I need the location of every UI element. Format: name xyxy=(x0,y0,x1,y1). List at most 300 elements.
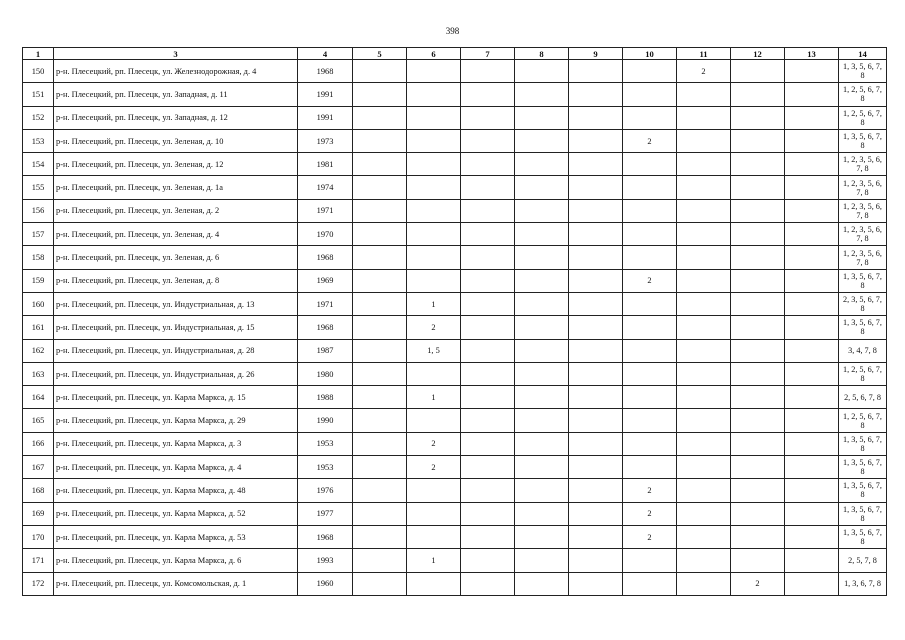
value-cell-col-7 xyxy=(461,432,515,455)
value-cell-col-9 xyxy=(569,176,623,199)
value-cell-col-12 xyxy=(731,479,785,502)
address-cell: р-н. Плесецкий, рп. Плесецк, ул. Зеленая, д. 2 xyxy=(54,199,298,222)
value-cell-col-12 xyxy=(731,269,785,292)
address-cell: р-н. Плесецкий, рп. Плесецк, ул. Комсомольская, д. 1 xyxy=(54,572,298,595)
row-number-cell: 150 xyxy=(23,60,54,83)
value-cell-col-12 xyxy=(731,362,785,385)
row-number-cell: 168 xyxy=(23,479,54,502)
value-cell-col-9 xyxy=(569,549,623,572)
value-cell-col-13 xyxy=(785,339,839,362)
value-cell-col-12 xyxy=(731,316,785,339)
row-number-cell: 160 xyxy=(23,292,54,315)
value-cell-col-13 xyxy=(785,153,839,176)
address-cell: р-н. Плесецкий, рп. Плесецк, ул. Индустриальная, д. 28 xyxy=(54,339,298,362)
value-cell-col-13 xyxy=(785,362,839,385)
value-cell-col-5 xyxy=(353,199,407,222)
value-cell-col-10 xyxy=(623,223,677,246)
row-number-cell: 161 xyxy=(23,316,54,339)
code-list-cell: 1, 2, 5, 6, 7, 8 xyxy=(839,83,887,106)
value-cell-col-7 xyxy=(461,386,515,409)
value-cell-col-11 xyxy=(677,129,731,152)
value-cell-col-9 xyxy=(569,456,623,479)
value-cell-col-9 xyxy=(569,199,623,222)
value-cell-col-13 xyxy=(785,106,839,129)
code-list-cell: 1, 3, 5, 6, 7, 8 xyxy=(839,129,887,152)
value-cell-col-10: 2 xyxy=(623,269,677,292)
address-cell: р-н. Плесецкий, рп. Плесецк, ул. Зеленая, д. 6 xyxy=(54,246,298,269)
value-cell-col-9 xyxy=(569,525,623,548)
value-cell-col-10 xyxy=(623,409,677,432)
value-cell-col-10: 2 xyxy=(623,502,677,525)
value-cell-col-6 xyxy=(407,246,461,269)
year-cell: 1953 xyxy=(298,456,353,479)
value-cell-col-5 xyxy=(353,246,407,269)
value-cell-col-10 xyxy=(623,153,677,176)
value-cell-col-6 xyxy=(407,362,461,385)
year-cell: 1976 xyxy=(298,479,353,502)
year-cell: 1953 xyxy=(298,432,353,455)
value-cell-col-9 xyxy=(569,432,623,455)
value-cell-col-10 xyxy=(623,549,677,572)
table-row xyxy=(23,479,887,502)
value-cell-col-12 xyxy=(731,525,785,548)
table-row xyxy=(23,316,887,339)
row-number-cell: 157 xyxy=(23,223,54,246)
value-cell-col-10 xyxy=(623,572,677,595)
year-cell: 1993 xyxy=(298,549,353,572)
value-cell-col-10: 2 xyxy=(623,129,677,152)
year-cell: 1968 xyxy=(298,60,353,83)
value-cell-col-8 xyxy=(515,479,569,502)
code-list-cell: 1, 2, 3, 5, 6, 7, 8 xyxy=(839,223,887,246)
year-cell: 1990 xyxy=(298,409,353,432)
column-header-5: 5 xyxy=(353,48,407,60)
value-cell-col-9 xyxy=(569,153,623,176)
value-cell-col-12 xyxy=(731,129,785,152)
table-row xyxy=(23,246,887,269)
address-cell: р-н. Плесецкий, рп. Плесецк, ул. Карла Маркса, д. 4 xyxy=(54,456,298,479)
value-cell-col-7 xyxy=(461,572,515,595)
table-row xyxy=(23,525,887,548)
table-row xyxy=(23,176,887,199)
code-list-cell: 1, 3, 5, 6, 7, 8 xyxy=(839,269,887,292)
value-cell-col-9 xyxy=(569,572,623,595)
value-cell-col-8 xyxy=(515,83,569,106)
row-number-cell: 169 xyxy=(23,502,54,525)
value-cell-col-7 xyxy=(461,223,515,246)
year-cell: 1974 xyxy=(298,176,353,199)
value-cell-col-8 xyxy=(515,269,569,292)
value-cell-col-13 xyxy=(785,409,839,432)
value-cell-col-9 xyxy=(569,269,623,292)
value-cell-col-10 xyxy=(623,292,677,315)
value-cell-col-5 xyxy=(353,362,407,385)
value-cell-col-7 xyxy=(461,153,515,176)
value-cell-col-11 xyxy=(677,83,731,106)
value-cell-col-5 xyxy=(353,432,407,455)
table-row xyxy=(23,339,887,362)
value-cell-col-8 xyxy=(515,129,569,152)
value-cell-col-11 xyxy=(677,106,731,129)
code-list-cell: 1, 3, 6, 7, 8 xyxy=(839,572,887,595)
value-cell-col-10 xyxy=(623,386,677,409)
address-cell: р-н. Плесецкий, рп. Плесецк, ул. Карла Маркса, д. 6 xyxy=(54,549,298,572)
value-cell-col-13 xyxy=(785,502,839,525)
value-cell-col-9 xyxy=(569,502,623,525)
value-cell-col-10 xyxy=(623,246,677,269)
value-cell-col-7 xyxy=(461,60,515,83)
value-cell-col-8 xyxy=(515,60,569,83)
table-row xyxy=(23,106,887,129)
value-cell-col-13 xyxy=(785,479,839,502)
value-cell-col-13 xyxy=(785,456,839,479)
address-cell: р-н. Плесецкий, рп. Плесецк, ул. Карла Маркса, д. 48 xyxy=(54,479,298,502)
value-cell-col-11 xyxy=(677,432,731,455)
value-cell-col-10 xyxy=(623,199,677,222)
value-cell-col-5 xyxy=(353,106,407,129)
table-row xyxy=(23,549,887,572)
address-cell: р-н. Плесецкий, рп. Плесецк, ул. Зеленая, д. 8 xyxy=(54,269,298,292)
row-number-cell: 162 xyxy=(23,339,54,362)
year-cell: 1971 xyxy=(298,292,353,315)
value-cell-col-11 xyxy=(677,269,731,292)
value-cell-col-5 xyxy=(353,292,407,315)
code-list-cell: 2, 5, 6, 7, 8 xyxy=(839,386,887,409)
value-cell-col-6 xyxy=(407,409,461,432)
code-list-cell: 1, 3, 5, 6, 7, 8 xyxy=(839,316,887,339)
column-header-11: 11 xyxy=(677,48,731,60)
value-cell-col-13 xyxy=(785,292,839,315)
buildings-table xyxy=(22,47,887,596)
code-list-cell: 1, 2, 3, 5, 6, 7, 8 xyxy=(839,176,887,199)
row-number-cell: 167 xyxy=(23,456,54,479)
table-row xyxy=(23,456,887,479)
value-cell-col-7 xyxy=(461,292,515,315)
value-cell-col-8 xyxy=(515,223,569,246)
value-cell-col-6 xyxy=(407,176,461,199)
code-list-cell: 2, 3, 5, 6, 7, 8 xyxy=(839,292,887,315)
value-cell-col-12: 2 xyxy=(731,572,785,595)
value-cell-col-6: 1 xyxy=(407,292,461,315)
value-cell-col-7 xyxy=(461,525,515,548)
value-cell-col-8 xyxy=(515,456,569,479)
value-cell-col-7 xyxy=(461,339,515,362)
value-cell-col-12 xyxy=(731,199,785,222)
table-row xyxy=(23,502,887,525)
value-cell-col-9 xyxy=(569,362,623,385)
value-cell-col-6 xyxy=(407,572,461,595)
value-cell-col-9 xyxy=(569,386,623,409)
value-cell-col-7 xyxy=(461,502,515,525)
address-cell: р-н. Плесецкий, рп. Плесецк, ул. Железнодорожная, д. 4 xyxy=(54,60,298,83)
code-list-cell: 1, 2, 3, 5, 6, 7, 8 xyxy=(839,246,887,269)
value-cell-col-6: 2 xyxy=(407,456,461,479)
row-number-cell: 170 xyxy=(23,525,54,548)
year-cell: 1973 xyxy=(298,129,353,152)
value-cell-col-12 xyxy=(731,339,785,362)
table-row xyxy=(23,572,887,595)
value-cell-col-7 xyxy=(461,316,515,339)
value-cell-col-8 xyxy=(515,292,569,315)
column-header-7: 7 xyxy=(461,48,515,60)
value-cell-col-12 xyxy=(731,456,785,479)
value-cell-col-5 xyxy=(353,60,407,83)
value-cell-col-11 xyxy=(677,223,731,246)
value-cell-col-11 xyxy=(677,362,731,385)
value-cell-col-12 xyxy=(731,153,785,176)
value-cell-col-11: 2 xyxy=(677,60,731,83)
value-cell-col-13 xyxy=(785,386,839,409)
value-cell-col-12 xyxy=(731,432,785,455)
page-number: 398 xyxy=(445,26,460,36)
column-header-10: 10 xyxy=(623,48,677,60)
year-cell: 1980 xyxy=(298,362,353,385)
value-cell-col-8 xyxy=(515,316,569,339)
value-cell-col-5 xyxy=(353,386,407,409)
value-cell-col-5 xyxy=(353,83,407,106)
value-cell-col-7 xyxy=(461,106,515,129)
value-cell-col-12 xyxy=(731,246,785,269)
year-cell: 1987 xyxy=(298,339,353,362)
value-cell-col-10 xyxy=(623,316,677,339)
value-cell-col-7 xyxy=(461,456,515,479)
value-cell-col-11 xyxy=(677,479,731,502)
value-cell-col-10 xyxy=(623,83,677,106)
value-cell-col-13 xyxy=(785,83,839,106)
value-cell-col-13 xyxy=(785,316,839,339)
value-cell-col-8 xyxy=(515,549,569,572)
value-cell-col-10 xyxy=(623,456,677,479)
address-cell: р-н. Плесецкий, рп. Плесецк, ул. Индустриальная, д. 13 xyxy=(54,292,298,315)
value-cell-col-11 xyxy=(677,572,731,595)
table-row xyxy=(23,199,887,222)
table-row xyxy=(23,292,887,315)
value-cell-col-8 xyxy=(515,409,569,432)
value-cell-col-10 xyxy=(623,432,677,455)
row-number-cell: 171 xyxy=(23,549,54,572)
value-cell-col-10 xyxy=(623,176,677,199)
value-cell-col-6 xyxy=(407,199,461,222)
value-cell-col-12 xyxy=(731,60,785,83)
year-cell: 1968 xyxy=(298,246,353,269)
year-cell: 1988 xyxy=(298,386,353,409)
value-cell-col-8 xyxy=(515,339,569,362)
value-cell-col-11 xyxy=(677,316,731,339)
address-cell: р-н. Плесецкий, рп. Плесецк, ул. Карла Маркса, д. 53 xyxy=(54,525,298,548)
code-list-cell: 1, 2, 5, 6, 7, 8 xyxy=(839,409,887,432)
code-list-cell: 1, 2, 3, 5, 6, 7, 8 xyxy=(839,199,887,222)
column-header-4: 4 xyxy=(298,48,353,60)
value-cell-col-5 xyxy=(353,409,407,432)
value-cell-col-9 xyxy=(569,129,623,152)
table-row xyxy=(23,269,887,292)
code-list-cell: 1, 3, 5, 6, 7, 8 xyxy=(839,60,887,83)
value-cell-col-5 xyxy=(353,502,407,525)
column-header-12: 12 xyxy=(731,48,785,60)
value-cell-col-11 xyxy=(677,199,731,222)
value-cell-col-6 xyxy=(407,153,461,176)
value-cell-col-12 xyxy=(731,549,785,572)
value-cell-col-6 xyxy=(407,60,461,83)
year-cell: 1968 xyxy=(298,316,353,339)
value-cell-col-5 xyxy=(353,525,407,548)
value-cell-col-9 xyxy=(569,339,623,362)
address-cell: р-н. Плесецкий, рп. Плесецк, ул. Карла Маркса, д. 29 xyxy=(54,409,298,432)
value-cell-col-8 xyxy=(515,525,569,548)
value-cell-col-7 xyxy=(461,269,515,292)
value-cell-col-10: 2 xyxy=(623,525,677,548)
value-cell-col-6: 2 xyxy=(407,432,461,455)
address-cell: р-н. Плесецкий, рп. Плесецк, ул. Зеленая, д. 1а xyxy=(54,176,298,199)
value-cell-col-8 xyxy=(515,246,569,269)
column-header-13: 13 xyxy=(785,48,839,60)
value-cell-col-5 xyxy=(353,339,407,362)
address-cell: р-н. Плесецкий, рп. Плесецк, ул. Западная, д. 11 xyxy=(54,83,298,106)
value-cell-col-13 xyxy=(785,572,839,595)
value-cell-col-8 xyxy=(515,386,569,409)
value-cell-col-11 xyxy=(677,456,731,479)
code-list-cell: 1, 3, 5, 6, 7, 8 xyxy=(839,525,887,548)
year-cell: 1971 xyxy=(298,199,353,222)
value-cell-col-10: 2 xyxy=(623,479,677,502)
table-body xyxy=(23,60,887,596)
value-cell-col-6 xyxy=(407,269,461,292)
value-cell-col-11 xyxy=(677,176,731,199)
value-cell-col-7 xyxy=(461,176,515,199)
value-cell-col-9 xyxy=(569,292,623,315)
column-header-8: 8 xyxy=(515,48,569,60)
value-cell-col-6: 2 xyxy=(407,316,461,339)
value-cell-col-5 xyxy=(353,572,407,595)
value-cell-col-6 xyxy=(407,106,461,129)
code-list-cell: 1, 2, 3, 5, 6, 7, 8 xyxy=(839,153,887,176)
value-cell-col-5 xyxy=(353,479,407,502)
table-row xyxy=(23,153,887,176)
value-cell-col-13 xyxy=(785,199,839,222)
table-row xyxy=(23,362,887,385)
value-cell-col-10 xyxy=(623,339,677,362)
code-list-cell: 1, 3, 5, 6, 7, 8 xyxy=(839,479,887,502)
address-cell: р-н. Плесецкий, рп. Плесецк, ул. Зеленая, д. 4 xyxy=(54,223,298,246)
value-cell-col-9 xyxy=(569,409,623,432)
row-number-cell: 154 xyxy=(23,153,54,176)
value-cell-col-11 xyxy=(677,246,731,269)
value-cell-col-9 xyxy=(569,316,623,339)
value-cell-col-7 xyxy=(461,362,515,385)
value-cell-col-9 xyxy=(569,106,623,129)
address-cell: р-н. Плесецкий, рп. Плесецк, ул. Зеленая, д. 12 xyxy=(54,153,298,176)
value-cell-col-11 xyxy=(677,292,731,315)
value-cell-col-13 xyxy=(785,129,839,152)
value-cell-col-9 xyxy=(569,60,623,83)
value-cell-col-13 xyxy=(785,176,839,199)
column-header-9: 9 xyxy=(569,48,623,60)
value-cell-col-5 xyxy=(353,316,407,339)
year-cell: 1991 xyxy=(298,106,353,129)
value-cell-col-9 xyxy=(569,83,623,106)
value-cell-col-5 xyxy=(353,549,407,572)
value-cell-col-10 xyxy=(623,60,677,83)
address-cell: р-н. Плесецкий, рп. Плесецк, ул. Зеленая, д. 10 xyxy=(54,129,298,152)
row-number-cell: 164 xyxy=(23,386,54,409)
row-number-cell: 156 xyxy=(23,199,54,222)
year-cell: 1981 xyxy=(298,153,353,176)
value-cell-col-11 xyxy=(677,339,731,362)
table-row xyxy=(23,432,887,455)
address-cell: р-н. Плесецкий, рп. Плесецк, ул. Индустриальная, д. 26 xyxy=(54,362,298,385)
address-cell: р-н. Плесецкий, рп. Плесецк, ул. Западная, д. 12 xyxy=(54,106,298,129)
value-cell-col-8 xyxy=(515,572,569,595)
value-cell-col-6 xyxy=(407,502,461,525)
value-cell-col-8 xyxy=(515,176,569,199)
value-cell-col-12 xyxy=(731,223,785,246)
address-cell: р-н. Плесецкий, рп. Плесецк, ул. Карла Маркса, д. 52 xyxy=(54,502,298,525)
code-list-cell: 1, 2, 5, 6, 7, 8 xyxy=(839,106,887,129)
value-cell-col-13 xyxy=(785,269,839,292)
value-cell-col-6 xyxy=(407,479,461,502)
value-cell-col-8 xyxy=(515,502,569,525)
year-cell: 1991 xyxy=(298,83,353,106)
value-cell-col-11 xyxy=(677,153,731,176)
year-cell: 1970 xyxy=(298,223,353,246)
row-number-cell: 172 xyxy=(23,572,54,595)
header-row xyxy=(23,48,887,60)
column-header-6: 6 xyxy=(407,48,461,60)
row-number-cell: 153 xyxy=(23,129,54,152)
value-cell-col-9 xyxy=(569,223,623,246)
value-cell-col-8 xyxy=(515,106,569,129)
value-cell-col-5 xyxy=(353,223,407,246)
value-cell-col-11 xyxy=(677,525,731,548)
value-cell-col-11 xyxy=(677,409,731,432)
value-cell-col-11 xyxy=(677,502,731,525)
value-cell-col-5 xyxy=(353,269,407,292)
table-row xyxy=(23,223,887,246)
value-cell-col-12 xyxy=(731,292,785,315)
value-cell-col-7 xyxy=(461,199,515,222)
year-cell: 1969 xyxy=(298,269,353,292)
value-cell-col-8 xyxy=(515,362,569,385)
value-cell-col-12 xyxy=(731,502,785,525)
value-cell-col-12 xyxy=(731,176,785,199)
year-cell: 1977 xyxy=(298,502,353,525)
value-cell-col-5 xyxy=(353,176,407,199)
year-cell: 1960 xyxy=(298,572,353,595)
row-number-cell: 166 xyxy=(23,432,54,455)
value-cell-col-8 xyxy=(515,153,569,176)
value-cell-col-7 xyxy=(461,479,515,502)
table-row xyxy=(23,386,887,409)
column-header-14: 14 xyxy=(839,48,887,60)
value-cell-col-13 xyxy=(785,525,839,548)
address-cell: р-н. Плесецкий, рп. Плесецк, ул. Карла Маркса, д. 15 xyxy=(54,386,298,409)
value-cell-col-7 xyxy=(461,129,515,152)
value-cell-col-6: 1 xyxy=(407,386,461,409)
row-number-cell: 159 xyxy=(23,269,54,292)
table-row xyxy=(23,83,887,106)
row-number-cell: 151 xyxy=(23,83,54,106)
code-list-cell: 2, 5, 7, 8 xyxy=(839,549,887,572)
row-number-cell: 152 xyxy=(23,106,54,129)
table-row xyxy=(23,409,887,432)
table-header xyxy=(23,48,887,60)
table-row xyxy=(23,129,887,152)
code-list-cell: 1, 2, 5, 6, 7, 8 xyxy=(839,362,887,385)
column-header-3: 3 xyxy=(54,48,298,60)
value-cell-col-11 xyxy=(677,386,731,409)
value-cell-col-5 xyxy=(353,456,407,479)
code-list-cell: 1, 3, 5, 6, 7, 8 xyxy=(839,456,887,479)
